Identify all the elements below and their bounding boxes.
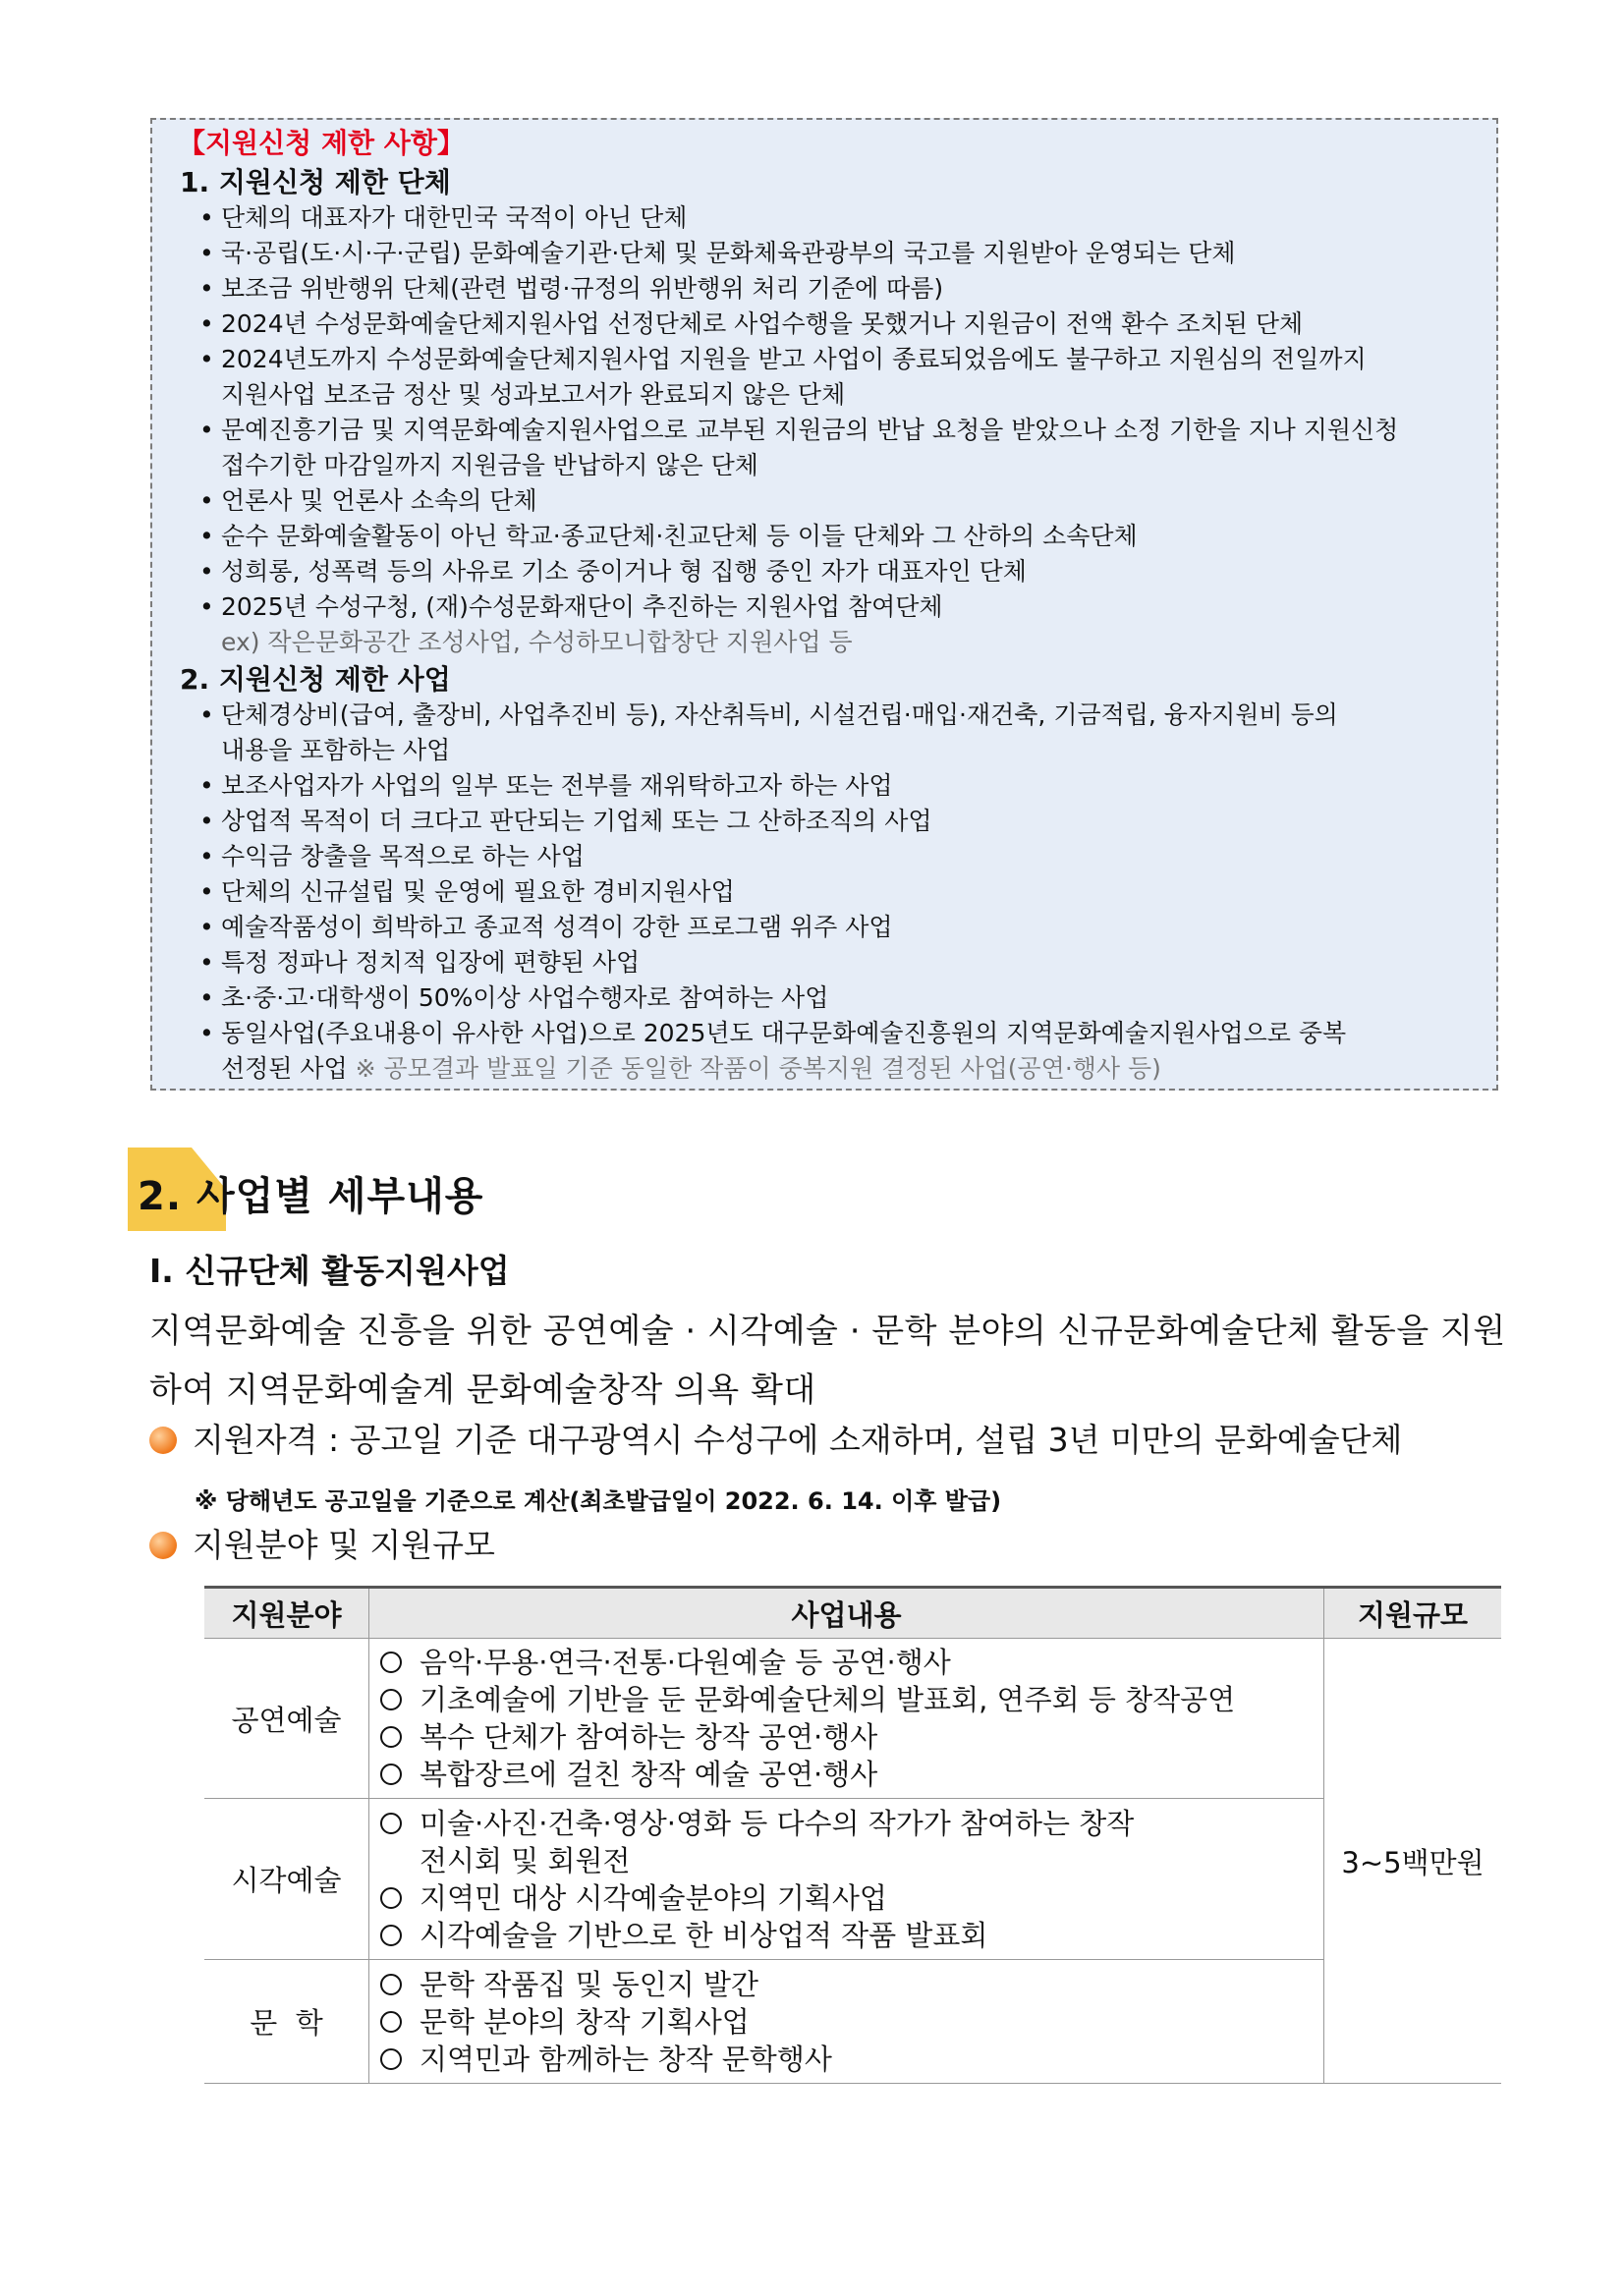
content-cell xyxy=(369,1799,1324,1960)
list-item: 복합장르에 걸친 창작 예술 공연·행사 xyxy=(378,1756,1322,1793)
duplicate-note: ※ 공모결과 발표일 기준 동일한 작품이 중복지원 결정된 사업(공연·행사 등) xyxy=(355,1054,1161,1083)
list-item: • 문예진흥기금 및 지역문화예술지원사업으로 교부된 지원금의 반납 요청을 받았으나 소정 기한을 지나 지원신청 접수기한 마감일까지 지원금을 반납하지 않은 단체 xyxy=(197,413,1475,483)
field-heading-text: 지원분야 및 지원규모 xyxy=(193,1526,495,1564)
list-item: • 특정 정파나 정치적 입장에 편향된 사업 xyxy=(197,945,1475,980)
field-heading xyxy=(149,1523,495,1568)
list-item: • 상업적 목적이 더 크다고 판단되는 기업체 또는 그 산하조직의 사업 xyxy=(197,804,1475,839)
header-field: 지원분야 xyxy=(204,1588,369,1639)
content-cell xyxy=(369,1960,1324,2084)
list-item: 기초예술에 기반을 둔 문화예술단체의 발표회, 연주회 등 창작공연 xyxy=(378,1681,1322,1718)
field-cell: 공연예술 xyxy=(204,1639,369,1799)
list-item: • 성희롱, 성폭력 등의 사유로 기소 중이거나 형 집행 중인 자가 대표자인 단체 xyxy=(197,554,1475,589)
list-item: • 국·공립(도·시·구·군립) 문화예술기관·단체 및 문화체육관광부의 국고를 지원받아 운영되는 단체 xyxy=(197,236,1475,271)
list-item: • 수익금 창출을 목적으로 하는 사업 xyxy=(197,839,1475,874)
list-item: 문학 분야의 창작 기획사업 xyxy=(378,2003,1322,2041)
list-item: • 예술작품성이 희박하고 종교적 성격이 강한 프로그램 위주 사업 xyxy=(197,910,1475,945)
table-row xyxy=(204,1799,1501,1960)
restriction-box xyxy=(150,118,1498,1091)
restricted-orgs-example: ex) 작은문화공간 조성사업, 수성하모니합창단 지원사업 등 xyxy=(221,628,853,656)
list-item: • 단체경상비(급여, 출장비, 사업추진비 등), 자산취득비, 시설건립·매입·재건축, 기금적립, 융자지원비 등의 내용을 포함하는 사업 xyxy=(197,698,1475,768)
list-item: • 단체의 신규설립 및 운영에 필요한 경비지원사업 xyxy=(197,874,1475,910)
list-item: 미술·사진·건축·영상·영화 등 다수의 작가가 참여하는 창작 전시회 및 회원전 xyxy=(378,1805,1322,1879)
restriction-box-title: 【지원신청 제한 사항】 xyxy=(178,127,465,159)
qualification-note: ※ 당해년도 공고일을 기준으로 계산(최초발급일이 2022. 6. 14. 이후 발급) xyxy=(195,1487,1002,1515)
restricted-orgs-heading: 1. 지원신청 제한 단체 xyxy=(180,166,451,198)
list-item: 문학 작품집 및 동인지 발간 xyxy=(378,1966,1322,2003)
program-description: 지역문화예술 진흥을 위한 공연예술 · 시각예술 · 문학 분야의 신규문화예술단체 활동을 지원하여 지역문화예술계 문화예술창작 의욕 확대 xyxy=(149,1312,1506,1410)
restricted-projects-list xyxy=(178,698,1475,1087)
header-content: 사업내용 xyxy=(369,1588,1324,1639)
program-title: Ⅰ. 신규단체 활동지원사업 xyxy=(149,1252,510,1290)
support-table xyxy=(204,1586,1501,2084)
table-row xyxy=(204,1960,1501,2084)
table-header-row xyxy=(204,1588,1501,1639)
size-cell: 3~5백만원 xyxy=(1324,1639,1502,2084)
list-item: • 순수 문화예술활동이 아닌 학교·종교단체·친교단체 등 이들 단체와 그 산하의 소속단체 xyxy=(197,519,1475,554)
content-cell xyxy=(369,1639,1324,1799)
list-item: 음악·무용·연극·전통·다원예술 등 공연·행사 xyxy=(378,1644,1322,1681)
field-cell: 문 학 xyxy=(204,1960,369,2084)
section-heading xyxy=(128,1148,639,1231)
list-item: • 보조사업자가 사업의 일부 또는 전부를 재위탁하고자 하는 사업 xyxy=(197,768,1475,804)
orange-bullet-icon xyxy=(149,1427,177,1454)
header-size: 지원규모 xyxy=(1324,1588,1502,1639)
list-item: 지역민 대상 시각예술분야의 기획사업 xyxy=(378,1879,1322,1917)
list-item: • 초·중·고·대학생이 50%이상 사업수행자로 참여하는 사업 xyxy=(197,980,1475,1016)
orange-bullet-icon xyxy=(149,1532,177,1559)
list-item: 복수 단체가 참여하는 창작 공연·행사 xyxy=(378,1718,1322,1756)
list-item: 지역민과 함께하는 창작 문학행사 xyxy=(378,2041,1322,2078)
restricted-projects-heading: 2. 지원신청 제한 사업 xyxy=(180,663,451,696)
table-row xyxy=(204,1639,1501,1799)
duplicate-line1: 동일사업(주요내용이 유사한 사업)으로 2025년도 대구문화예술진흥원의 지역문화예술지원사업으로 중복 xyxy=(221,1019,1347,1047)
list-item: • 단체의 대표자가 대한민국 국적이 아닌 단체 xyxy=(197,200,1475,236)
list-item-duplicate xyxy=(197,1016,1475,1087)
section-title: 2. 사업별 세부내용 xyxy=(138,1174,484,1219)
list-item: • 2024년 수성문화예술단체지원사업 선정단체로 사업수행을 못했거나 지원금이 전액 환수 조치된 단체 xyxy=(197,307,1475,342)
list-item: • 보조금 위반행위 단체(관련 법령·규정의 위반행위 처리 기준에 따름) xyxy=(197,271,1475,307)
list-item: • 언론사 및 언론사 소속의 단체 xyxy=(197,483,1475,519)
list-item: 시각예술을 기반으로 한 비상업적 작품 발표회 xyxy=(378,1917,1322,1954)
duplicate-line2: 선정된 사업 xyxy=(221,1054,348,1083)
qualification-text: 지원자격 : 공고일 기준 대구광역시 수성구에 소재하며, 설립 3년 미만의 문화예술단체 xyxy=(193,1421,1403,1459)
list-item: • 2025년 수성구청, (재)수성문화재단이 추진하는 지원사업 참여단체 xyxy=(197,589,1475,625)
list-item: • 2024년도까지 수성문화예술단체지원사업 지원을 받고 사업이 종료되었음에도 불구하고 지원심의 전일까지 지원사업 보조금 정산 및 성과보고서가 완료되지 않은 단체 xyxy=(197,342,1475,413)
restricted-orgs-list xyxy=(178,200,1475,625)
qualification xyxy=(149,1418,1402,1463)
field-cell: 시각예술 xyxy=(204,1799,369,1960)
